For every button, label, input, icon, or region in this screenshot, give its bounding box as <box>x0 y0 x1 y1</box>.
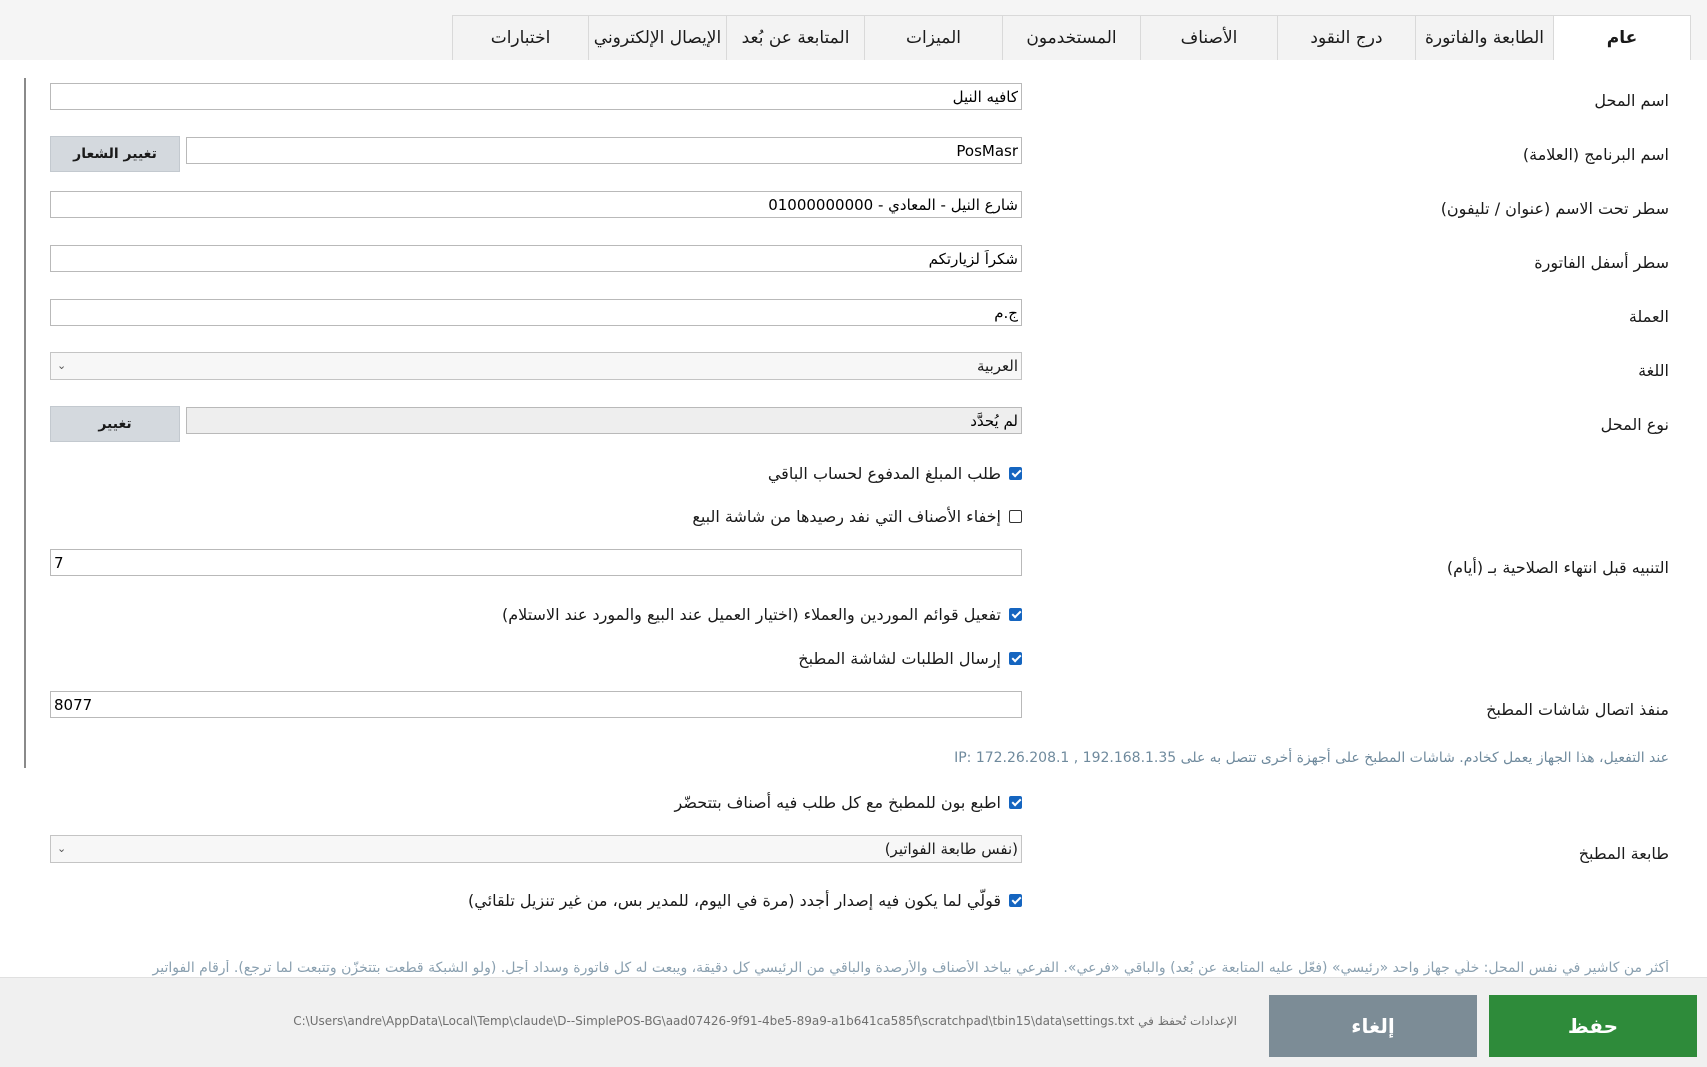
app-name-label: اسم البرنامج (العلامة) <box>1522 145 1669 164</box>
shop-type-label: نوع المحل <box>1600 415 1669 434</box>
tab-general[interactable]: عام <box>1553 15 1691 60</box>
enable-lists-label: تفعيل قوائم الموردين والعملاء (اختيار العميل عند البيع والمورد عند الاستلام) <box>502 604 1001 624</box>
hide-out-of-stock-checkbox-row[interactable] <box>692 505 1022 527</box>
chevron-down-icon: ⌄ <box>57 359 67 372</box>
ask-paid-amount-checkbox[interactable] <box>1009 467 1022 480</box>
tab-features[interactable]: الميزات <box>864 15 1003 60</box>
language-select-value: العربية <box>977 357 1018 375</box>
cancel-button[interactable]: إلغاء <box>1269 995 1477 1057</box>
expiry-alert-days-input[interactable] <box>50 549 1022 576</box>
update-notify-label: قولّي لما يكون فيه إصدار أجدد (مرة في اليوم، للمدير بس، من غير تنزيل تلقائي) <box>468 890 1001 910</box>
ask-paid-amount-checkbox-row[interactable] <box>768 462 1022 484</box>
settings-path: C:\Users\andre\AppData\Local\Temp\claude\D--SimplePOS-BG\aad07426-9f91-4be5-89a9-a1b641ca585f\scratchpad\tbin15\data\settings.txt <box>293 1014 1135 1028</box>
tab-e-receipt[interactable]: الإيصال الإلكتروني <box>588 15 727 60</box>
language-select[interactable] <box>50 352 1022 380</box>
enable-lists-checkbox-row[interactable] <box>502 603 1022 625</box>
currency-label: العملة <box>1628 307 1669 326</box>
shop-name-input[interactable] <box>50 83 1022 110</box>
ask-paid-amount-label: طلب المبلغ المدفوع لحساب الباقي <box>767 463 1001 483</box>
save-button[interactable]: حفظ <box>1489 995 1697 1057</box>
language-label: اللغة <box>1638 361 1669 380</box>
print-kitchen-ticket-checkbox[interactable] <box>1009 796 1022 809</box>
tab-bar <box>0 0 1707 60</box>
send-kitchen-checkbox-row[interactable] <box>798 647 1022 669</box>
tab-users[interactable]: المستخدمون <box>1002 15 1141 60</box>
kitchen-port-label: منفذ اتصال شاشات المطبخ <box>1486 700 1669 719</box>
invoice-footer-input[interactable] <box>50 245 1022 272</box>
send-kitchen-checkbox[interactable] <box>1009 652 1022 665</box>
print-kitchen-ticket-checkbox-row[interactable] <box>675 791 1022 813</box>
shop-name-label: اسم المحل <box>1594 91 1669 110</box>
kitchen-printer-select-value: (نفس طابعة الفواتير) <box>884 840 1018 858</box>
vertical-scrollbar[interactable] <box>24 78 26 768</box>
invoice-footer-label: سطر أسفل الفاتورة <box>1534 253 1669 272</box>
hide-out-of-stock-label: إخفاء الأصناف التي نفد رصيدها من شاشة البيع <box>692 506 1001 526</box>
tab-cash-drawer[interactable]: درج النقود <box>1277 15 1416 60</box>
send-kitchen-label: إرسال الطلبات لشاشة المطبخ <box>798 648 1001 668</box>
tab-items[interactable]: الأصناف <box>1140 15 1278 60</box>
subtitle-line-input[interactable] <box>50 191 1022 218</box>
update-notify-checkbox[interactable] <box>1009 894 1022 907</box>
kitchen-printer-label: طابعة المطبخ <box>1578 844 1669 863</box>
settings-path-prefix: الإعدادات تُحفظ في <box>1138 1014 1237 1028</box>
hide-out-of-stock-checkbox[interactable] <box>1009 510 1022 523</box>
shop-type-input[interactable] <box>186 407 1022 434</box>
change-shop-type-button[interactable]: تغيير <box>50 406 180 442</box>
kitchen-printer-select[interactable] <box>50 835 1022 863</box>
kitchen-server-hint: عند التفعيل، هذا الجهاز يعمل كخادم. شاشات المطبخ على أجهزة أخرى تتصل به على IP: 172.26.208.1 , 192.168.1.35 <box>954 750 1669 766</box>
tab-printer-invoice[interactable]: الطابعة والفاتورة <box>1415 15 1554 60</box>
change-logo-button[interactable]: تغيير الشعار <box>50 136 180 172</box>
update-notify-checkbox-row[interactable] <box>468 889 1022 911</box>
app-name-input[interactable] <box>186 137 1022 164</box>
print-kitchen-ticket-label: اطبع بون للمطبخ مع كل طلب فيه أصناف بتتحضّر <box>674 792 1001 812</box>
subtitle-line-label: سطر تحت الاسم (عنوان / تليفون) <box>1440 199 1669 218</box>
footer-bar <box>0 977 1707 1067</box>
settings-path-note <box>293 1014 1237 1028</box>
tab-remote-monitoring[interactable]: المتابعة عن بُعد <box>726 15 865 60</box>
tab-tests[interactable]: اختبارات <box>452 15 589 60</box>
currency-input[interactable] <box>50 299 1022 326</box>
expiry-alert-label: التنبيه قبل انتهاء الصلاحية بـ (أيام) <box>1446 558 1669 577</box>
multi-cashier-hint: أكثر من كاشير في نفس المحل: خلّي جهاز واحد «رئيسي» (فعّل عليه المتابعة عن بُعد) والباقي «فرعي». الفرعي بياخد الأصناف والأرصدة والباقي من الرئيسي كل دقيقة، ويبعت له كل فاتورة وسداد أجل. (ولو الشبكة قطعت بتتخزّن وتتبعت لما ترجع). أرقام الفواتير <box>152 960 1669 976</box>
kitchen-port-input[interactable] <box>50 691 1022 718</box>
chevron-down-icon: ⌄ <box>57 842 67 855</box>
enable-lists-checkbox[interactable] <box>1009 608 1022 621</box>
